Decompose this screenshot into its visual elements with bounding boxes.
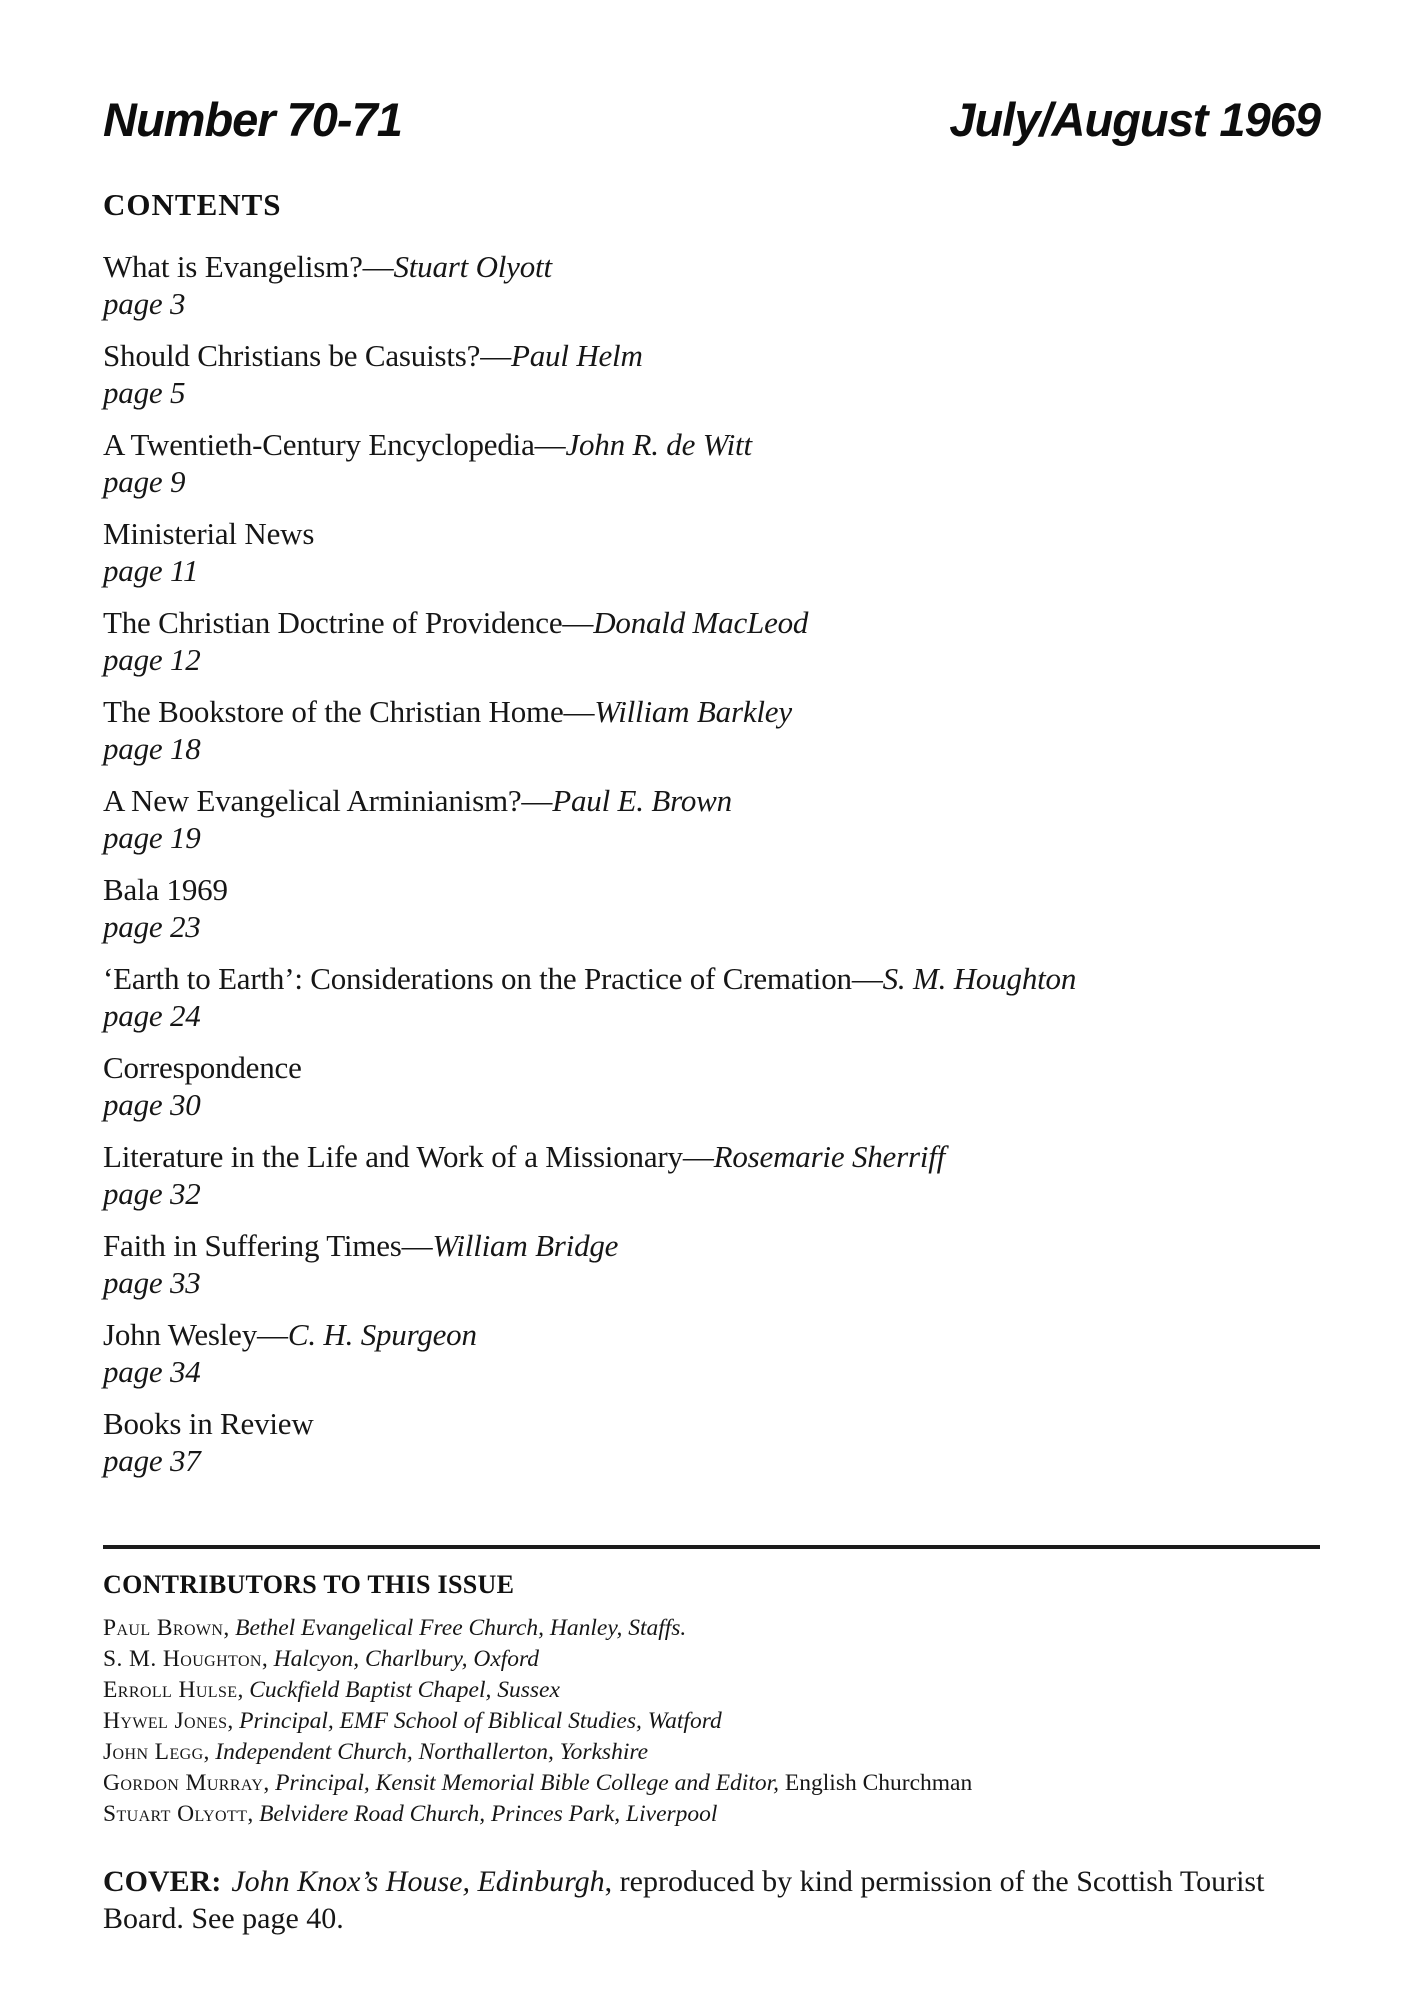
entry-page-number: page 3 [103,286,186,321]
entry-title: The Bookstore of the Christian Home [103,694,564,729]
contents-entry [103,337,1320,411]
entry-page-number: page 5 [103,375,186,410]
entry-author: Rosemarie Sherriff [713,1139,946,1174]
contents-entry [103,960,1320,1034]
contents-entry [103,782,1320,856]
entry-author: Paul Helm [511,338,643,373]
contributor-name-separator: , [223,1615,236,1641]
entry-page-number: page 12 [103,642,201,677]
entry-author: Paul E. Brown [552,783,732,818]
contributor-name: Stuart Olyott [103,1801,248,1827]
entry-page-number: page 34 [103,1354,201,1389]
entry-author: William Bridge [432,1228,619,1263]
contents-entry [103,1405,1320,1479]
entry-page-number: page 32 [103,1176,201,1211]
contents-entry [103,871,1320,945]
contents-entry [103,1138,1320,1212]
contributor-affiliation: Principal, Kensit Memorial Bible College and Editor, [275,1770,780,1796]
entry-page-number: page 24 [103,998,201,1033]
entry-dash: — [563,694,595,729]
entry-page-number: page 33 [103,1265,201,1300]
entry-dash: — [521,783,553,818]
entry-title-line [103,1227,1320,1264]
contributor-name: Paul Brown [103,1615,224,1641]
contributor-name: John Legg [103,1739,204,1765]
contributors-heading: CONTRIBUTORS TO THIS ISSUE [103,1570,515,1599]
issue-number: Number 70-71 [103,93,402,146]
contributor-line [103,1737,1320,1768]
contributor-line [103,1799,1320,1830]
entry-dash: — [401,1228,433,1263]
contributor-affiliation: Cuckfield Baptist Chapel, Sussex [249,1677,560,1703]
contents-entry [103,604,1320,678]
contributor-name: Erroll Hulse [103,1677,238,1703]
entry-title-line [103,693,1320,730]
contributor-line [103,1706,1320,1737]
entry-title: ‘Earth to Earth’: Considerations on the Practice of Cremation [103,961,852,996]
contributor-affiliation: Independent Church, Northallerton, Yorkshire [215,1739,649,1765]
entry-dash: — [562,605,594,640]
cover-credit-text: , reproduced by kind permission of the Scottish Tourist Board. See page 40. [103,1865,1265,1935]
entry-dash: — [362,249,394,284]
entry-title: Should Christians be Casuists? [103,338,481,373]
entry-title: Faith in Suffering Times [103,1228,402,1263]
entry-title: A Twentieth-Century Encyclopedia [103,427,535,462]
contributor-affiliation: Principal, EMF School of Biblical Studies, Watford [239,1708,722,1734]
entry-page-number: page 37 [103,1443,201,1478]
contributor-line [103,1644,1320,1675]
entry-page-number: page 23 [103,909,201,944]
entry-title: John Wesley [103,1317,258,1352]
entry-author: S. M. Houghton [882,961,1077,996]
contents-entry [103,693,1320,767]
entry-page-number: page 19 [103,820,201,855]
contents-entry [103,248,1320,322]
cover-title: John Knox’s House, Edinburgh [231,1865,605,1898]
entry-dash: — [480,338,512,373]
entry-page-number: page 18 [103,731,201,766]
entry-title-line [103,515,1320,552]
entry-page-number: page 11 [103,553,199,588]
entry-title-line [103,782,1320,819]
contributor-affiliation: Bethel Evangelical Free Church, Hanley, Staffs. [235,1615,687,1641]
entry-dash: — [257,1317,288,1352]
entry-title: Ministerial News [103,516,315,551]
entry-title-line [103,871,1320,908]
entry-title-line [103,1316,1320,1353]
entry-title: The Christian Doctrine of Providence [103,605,563,640]
contributor-name-separator: , [247,1801,260,1827]
contributor-name-separator: , [203,1739,216,1765]
contents-entry [103,1227,1320,1301]
entry-page-number: page 9 [103,464,186,499]
entry-title: What is Evangelism? [103,249,363,284]
entry-title-line [103,337,1320,374]
contributor-name: Hywel Jones [103,1708,228,1734]
entry-title-line [103,248,1320,285]
contributor-name: Gordon Murray [103,1770,264,1796]
contributor-affiliation: Belvidere Road Church, Princes Park, Liverpool [259,1801,718,1827]
masthead [103,93,1320,146]
entry-title-line [103,1138,1320,1175]
contributor-line [103,1613,1320,1644]
contributor-name: S. M. Houghton [103,1646,262,1672]
contents-entry [103,1316,1320,1390]
entry-author: John R. de Witt [565,427,752,462]
cover-note [103,1863,1320,1937]
entry-dash: — [534,427,566,462]
entry-title: Literature in the Life and Work of a Missionary [103,1139,683,1174]
contents-entry [103,426,1320,500]
contributor-line [103,1768,1320,1799]
contributors-list [103,1613,1320,1830]
entry-title-line [103,1405,1320,1442]
contributor-name-separator: , [261,1646,274,1672]
entry-dash: — [682,1139,714,1174]
contributor-line [103,1675,1320,1706]
contributor-name-separator: , [227,1708,240,1734]
contributor-affiliation-roman: English Churchman [784,1770,973,1796]
entry-title: Books in Review [103,1406,314,1441]
entry-title-line [103,426,1320,463]
entry-title-line [103,604,1320,641]
section-divider [103,1545,1320,1549]
entry-dash: — [851,961,883,996]
entry-page-number: page 30 [103,1087,201,1122]
entry-title-line [103,1049,1320,1086]
contributor-name-separator: , [237,1677,250,1703]
entry-author: William Barkley [594,694,792,729]
entry-author: C. H. Spurgeon [287,1317,477,1352]
entry-title: A New Evangelical Arminianism? [103,783,522,818]
entry-title: Bala 1969 [103,872,228,907]
contributor-name-separator: , [263,1770,276,1796]
entry-author: Donald MacLeod [593,605,809,640]
contents-entry [103,1049,1320,1123]
contents-entry [103,515,1320,589]
entry-author: Stuart Olyott [393,249,552,284]
entry-title: Correspondence [103,1050,302,1085]
issue-date: July/August 1969 [949,93,1320,146]
contents-heading: CONTENTS [103,187,282,222]
contents-list [103,248,1320,1479]
entry-title-line [103,960,1320,997]
contributor-affiliation: Halcyon, Charlbury, Oxford [273,1646,540,1672]
cover-label: COVER: [103,1865,222,1898]
